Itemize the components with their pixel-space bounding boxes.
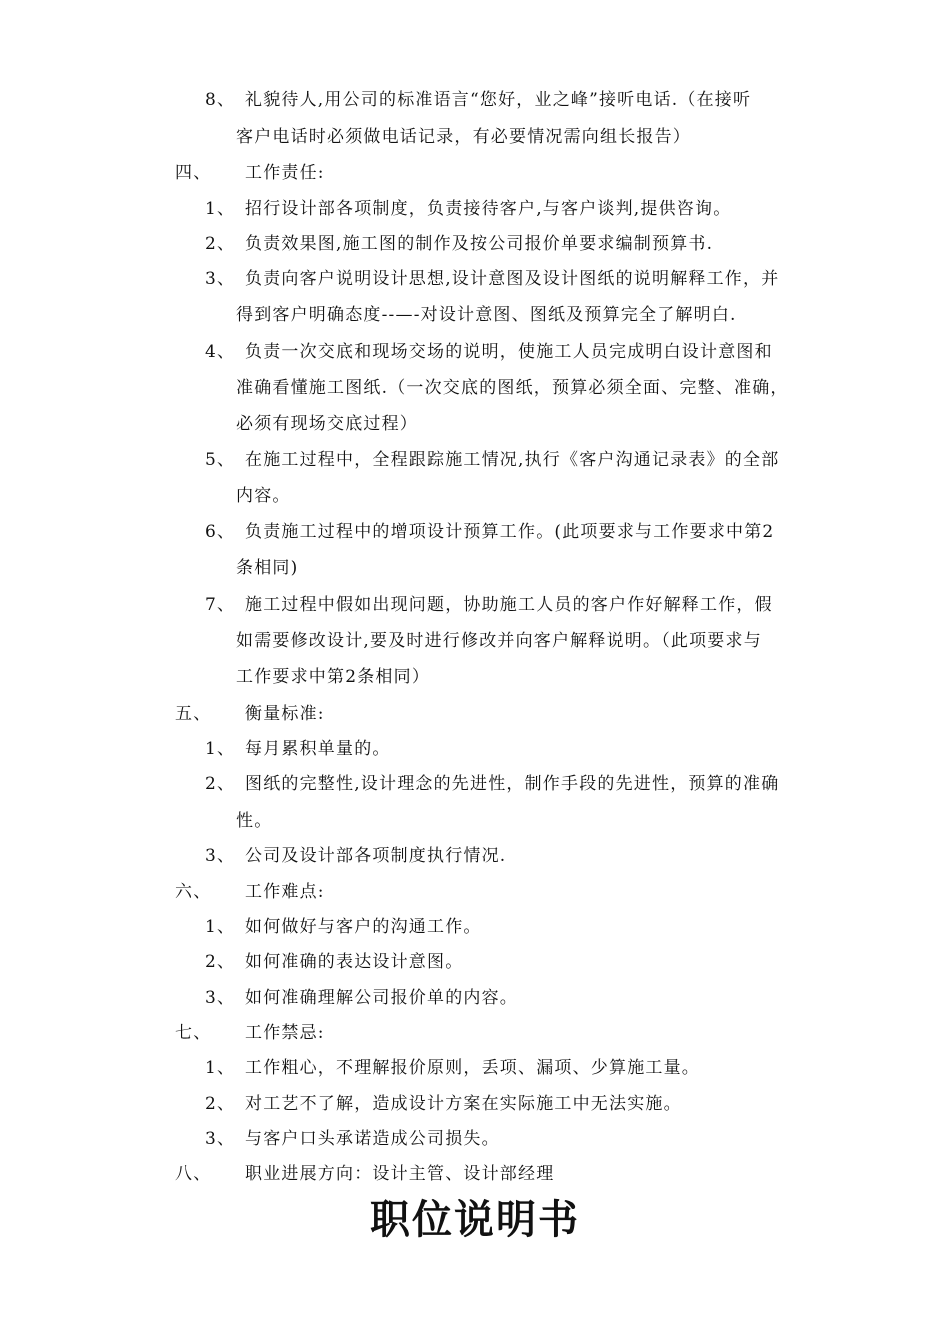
item-text: 必须有现场交底过程） — [236, 414, 418, 434]
section-number: 四、 — [175, 163, 212, 183]
item-text: 图纸的完整性,设计理念的先进性，制作手段的先进性，预算的准确 — [245, 774, 780, 794]
section-number: 七、 — [175, 1023, 212, 1043]
item-text: 如何做好与客户的沟通工作。 — [245, 917, 482, 937]
item-text: 客户电话时必须做电话记录，有必要情况需向组长报告） — [236, 127, 691, 147]
item-number: 3、 — [205, 269, 236, 289]
document-title: 职位说明书 — [370, 1197, 580, 1243]
item-number: 3、 — [205, 846, 236, 866]
item-number: 1、 — [205, 739, 236, 759]
item-number: 2、 — [205, 952, 236, 972]
item-number: 2、 — [205, 234, 236, 254]
item-text: 公司及设计部各项制度执行情况. — [245, 846, 507, 866]
section-number: 六、 — [175, 882, 212, 902]
item-number: 1、 — [205, 917, 236, 937]
section-title: 工作难点: — [245, 882, 325, 902]
item-number: 2、 — [205, 774, 236, 794]
item-text: 对工艺不了解，造成设计方案在实际施工中无法实施。 — [245, 1094, 682, 1114]
item-number: 3、 — [205, 988, 236, 1008]
item-text: 招行设计部各项制度，负责接待客户,与客户谈判,提供咨询。 — [245, 199, 732, 219]
item-text: 工作粗心，不理解报价原则，丢项、漏项、少算施工量。 — [245, 1058, 700, 1078]
item-text: 施工过程中假如出现问题，协助施工人员的客户作好解释工作，假 — [245, 595, 773, 615]
item-text: 工作要求中第2条相同） — [236, 667, 431, 687]
item-text: 如需要修改设计,要及时进行修改并向客户解释说明。（此项要求与 — [236, 631, 762, 651]
item-text: 在施工过程中，全程跟踪施工情况,执行《客户沟通记录表》的全部 — [245, 450, 780, 470]
item-text: 负责效果图,施工图的制作及按公司报价单要求编制预算书. — [245, 234, 714, 254]
item-text: 准确看懂施工图纸.（一次交底的图纸，预算必须全面、完整、准确， — [236, 378, 789, 398]
item-number: 6、 — [205, 522, 236, 542]
item-text: 如何准确理解公司报价单的内容。 — [245, 988, 518, 1008]
item-number: 1、 — [205, 199, 236, 219]
item-text: 负责向客户说明设计思想,设计意图及设计图纸的说明解释工作，并 — [245, 269, 780, 289]
section-title: 职业进展方向：设计主管、设计部经理 — [245, 1164, 555, 1184]
item-text: 得到客户明确态度--—-对设计意图、图纸及预算完全了解明白. — [236, 305, 737, 325]
item-text: 内容。 — [236, 486, 291, 506]
section-title: 工作禁忌: — [245, 1023, 325, 1043]
item-text: 如何准确的表达设计意图。 — [245, 952, 464, 972]
item-number: 4、 — [205, 342, 236, 362]
item-text: 性。 — [236, 811, 273, 831]
item-number: 8、 — [205, 90, 236, 110]
section-title: 衡量标准: — [245, 704, 325, 724]
item-number: 2、 — [205, 1094, 236, 1114]
item-text: 负责一次交底和现场交场的说明，使施工人员完成明白设计意图和 — [245, 342, 773, 362]
item-text: 条相同) — [236, 558, 299, 578]
item-number: 1、 — [205, 1058, 236, 1078]
section-number: 八、 — [175, 1164, 212, 1184]
item-number: 7、 — [205, 595, 236, 615]
item-text: 负责施工过程中的增项设计预算工作。(此项要求与工作要求中第2 — [245, 522, 775, 542]
item-text: 每月累积单量的。 — [245, 739, 391, 759]
section-title: 工作责任: — [245, 163, 325, 183]
item-number: 5、 — [205, 450, 236, 470]
item-text: 礼貌待人,用公司的标准语言“您好，业之峰”接听电话.（在接听 — [245, 90, 752, 110]
item-number: 3、 — [205, 1129, 236, 1149]
item-text: 与客户口头承诺造成公司损失。 — [245, 1129, 500, 1149]
section-number: 五、 — [175, 704, 212, 724]
